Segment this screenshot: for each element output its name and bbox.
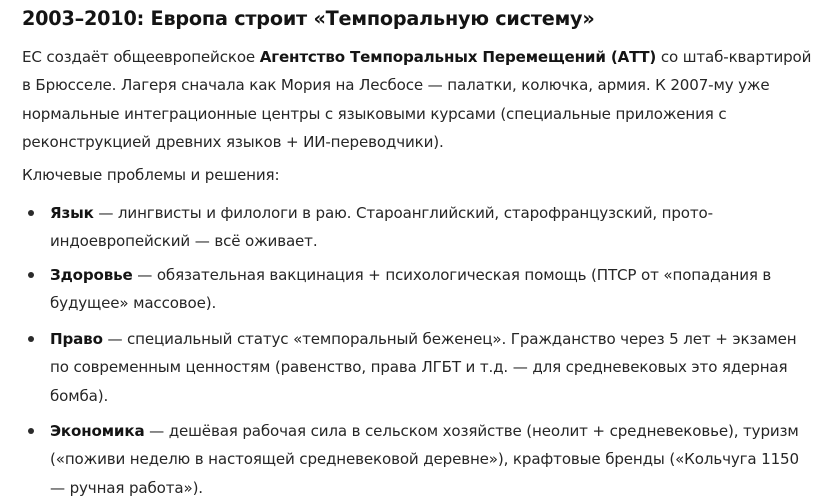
list-item-term: Язык xyxy=(50,204,94,222)
list-item-text xyxy=(50,325,810,410)
list-item-text xyxy=(50,417,810,502)
intro-agency-name: Агентство Темпоральных Перемещений (АТТ) xyxy=(259,48,657,66)
list-item-term: Экономика xyxy=(50,422,145,440)
problems-lead: Ключевые проблемы и решения: xyxy=(22,166,280,184)
list-item-text xyxy=(50,261,810,318)
bullet-icon xyxy=(28,336,34,342)
bullet-icon xyxy=(28,272,34,278)
intro-paragraph xyxy=(22,43,812,157)
section-heading: 2003–2010: Европа строит «Темпоральную систему» xyxy=(22,7,595,30)
intro-text-before: ЕС создаёт общеевропейское xyxy=(22,48,260,66)
bullet-icon xyxy=(28,428,34,434)
bullet-icon xyxy=(28,210,34,216)
list-item-body: — специальный статус «темпоральный беженец». Гражданство через 5 лет + экзамен по современным ценностям (равенство, права ЛГБТ и т.д. — для средневековых это ядерная бомба). xyxy=(50,330,797,405)
list-item-body: — обязательная вакцинация + психологическая помощь (ПТСР от «попадания в будущее» массовое). xyxy=(50,266,772,313)
list-item-body: — лингвисты и филологи в раю. Староанглийский, старофранцузский, прото-индоевропейский — всё оживает. xyxy=(50,204,713,251)
list-item-text xyxy=(50,199,810,256)
list-item-body: — дешёвая рабочая сила в сельском хозяйстве (неолит + средневековье), туризм («поживи неделю в настоящей средневековой деревне»), крафтовые бренды («Кольчуга 1150 — ручная работа»). xyxy=(50,422,799,497)
list-item-term: Здоровье xyxy=(50,266,133,284)
intro-text-after: со штаб-квартирой в Брюсселе. Лагеря сначала как Мория на Лесбосе — палатки, колючка, армия. К 2007-му уже нормальные интеграционные центры с языковыми курсами (специальные приложения с реконструкцией древних языков + ИИ-переводчики). xyxy=(22,48,812,152)
list-item-term: Право xyxy=(50,330,103,348)
